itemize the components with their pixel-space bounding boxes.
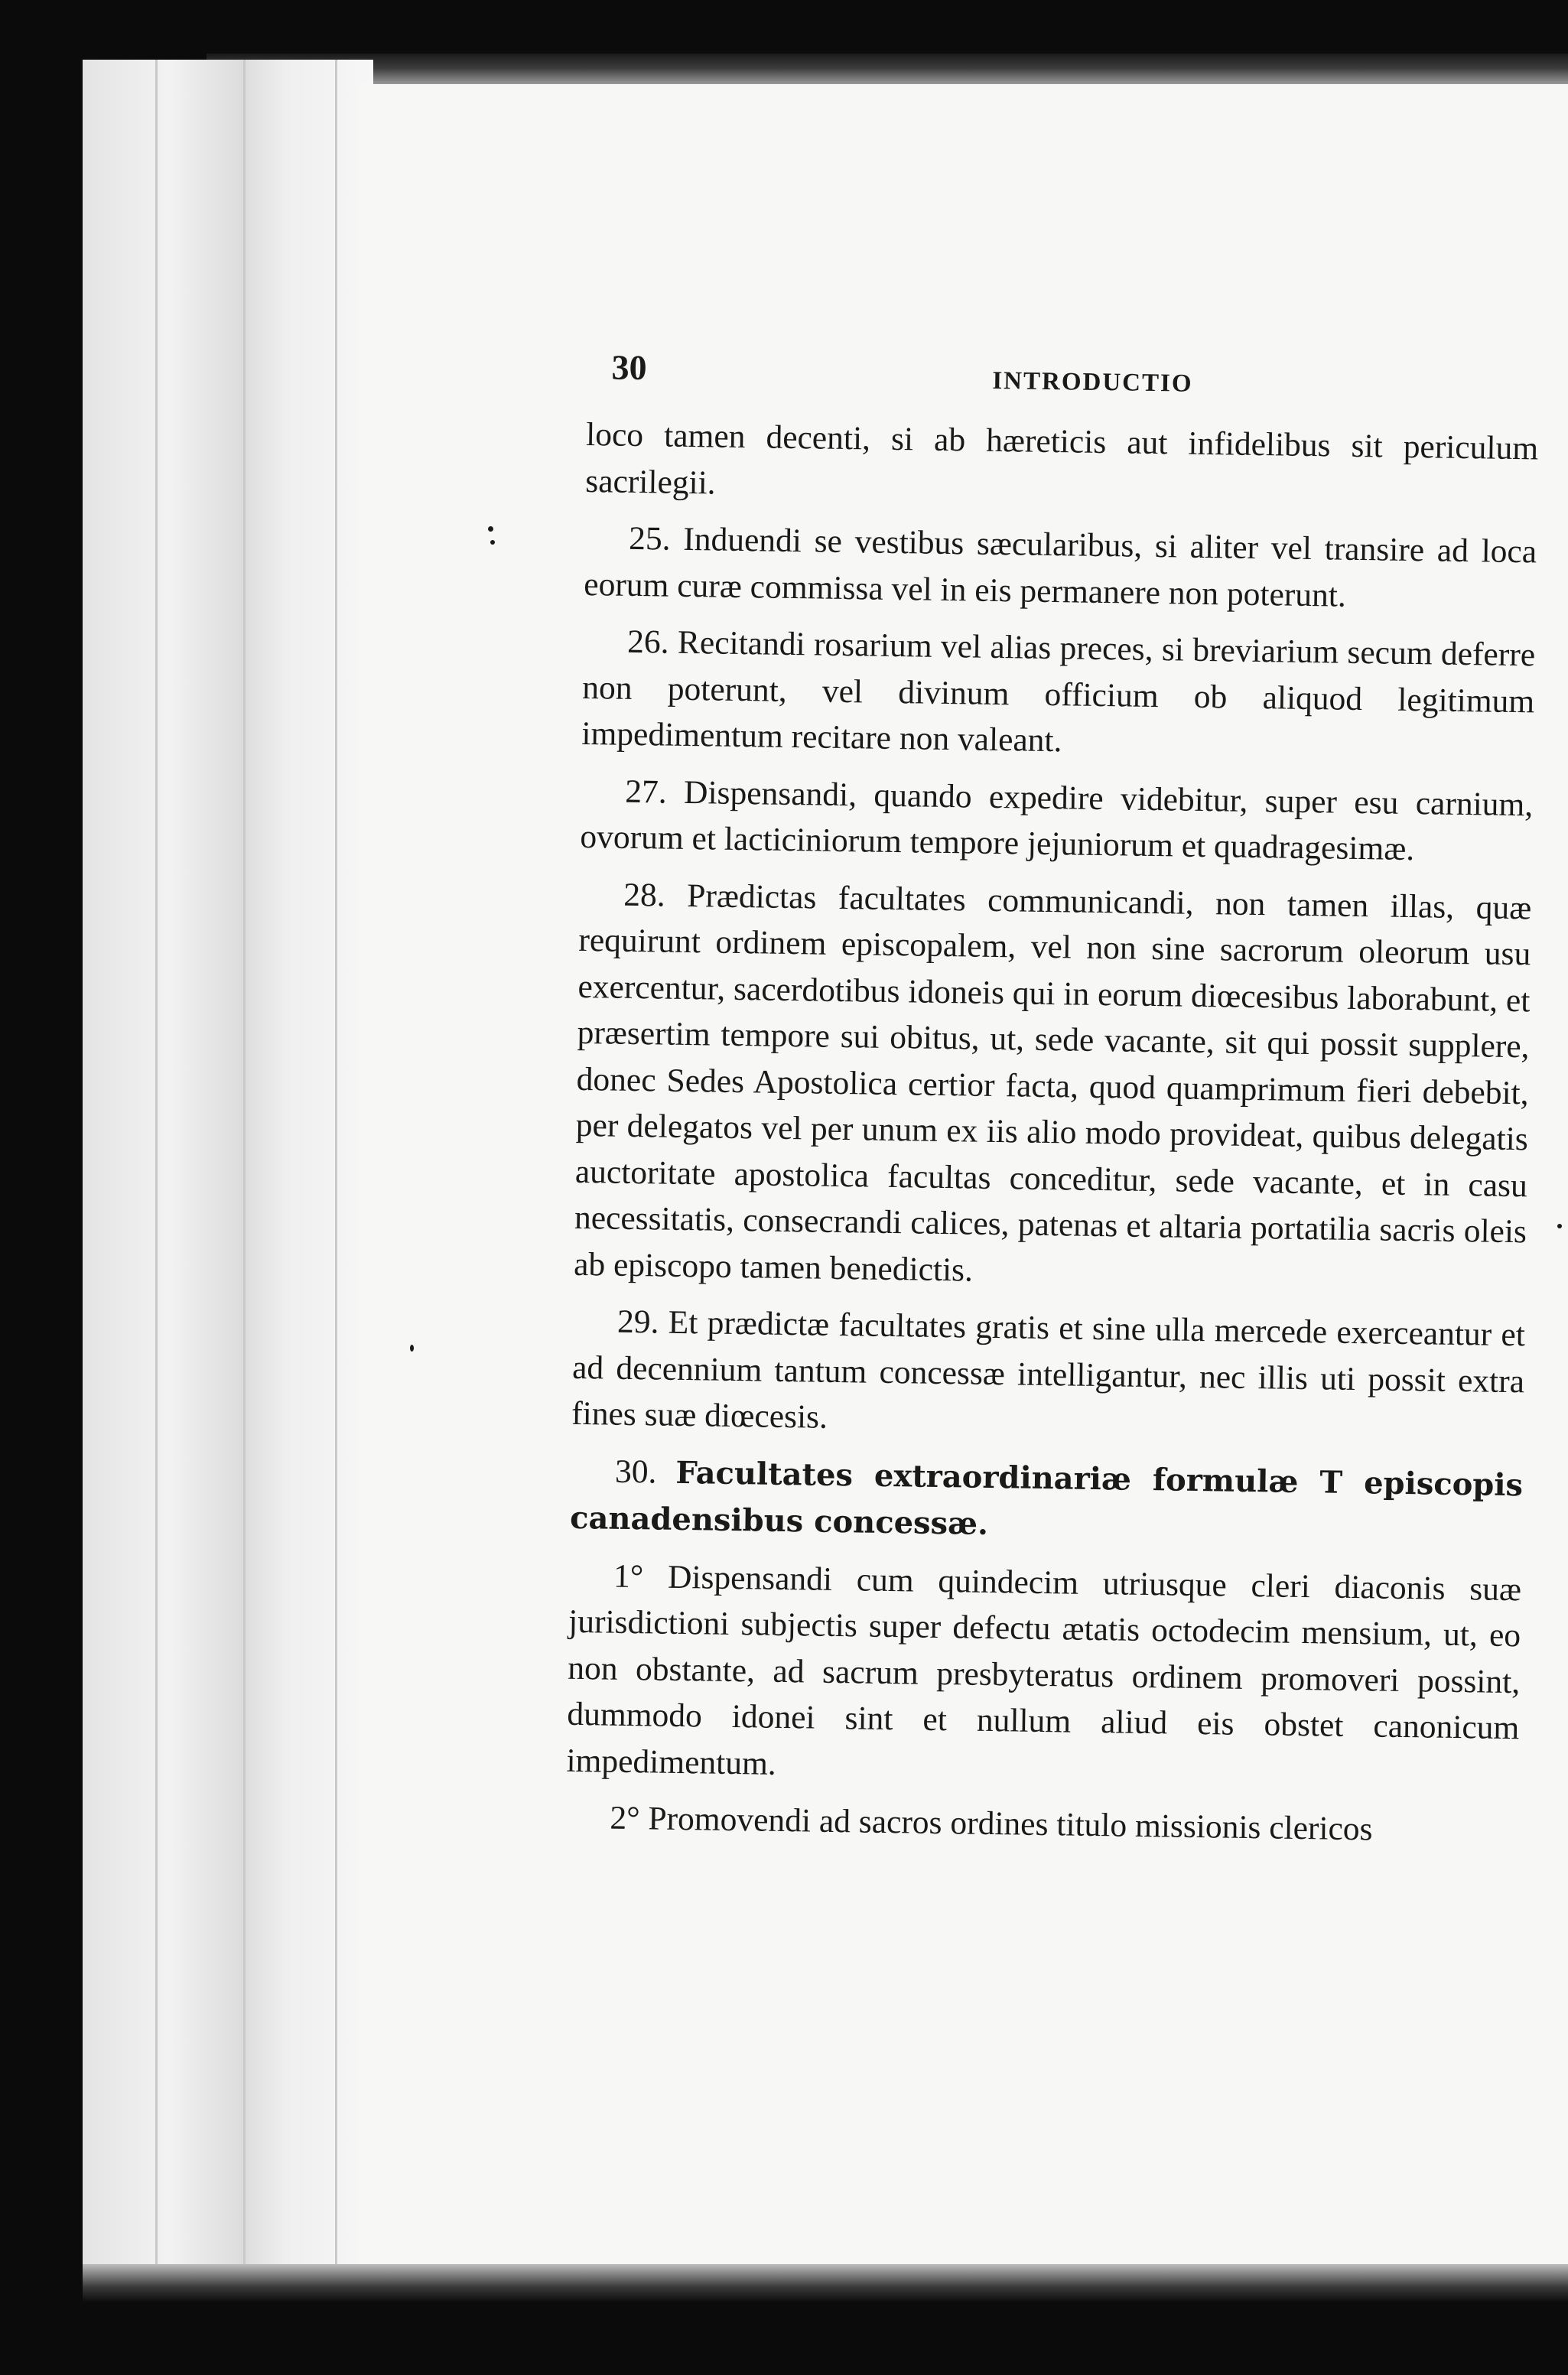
edge-line [335,60,337,2274]
paragraph: 28. Prædictas facultates communicandi, non tamen illas, quæ requirunt ordinem episcopalem, vel non sine sacrorum oleorum usu exercentur, sacerdotibus idoneis qui in eorum diœcesibus laborabunt, et præsertim tempore sui obitus, ut, sede vacante, sit qui possit supplere, donec Sedes Apostolica certior facta, quod quamprimum fieri debebit, per delegatos vel per unum ex iis alio modo provideat, quibus delegatis auctoritate apostolica facultas conceditur, sede vacante, et in casu necessitatis, consecrandi calices, patenas et altaria portatilia sacris oleis ab episcopo tamen benedictis. [573,876,1532,1289]
page-text [565,344,1540,1866]
paragraph: 29. Et prædictæ facultates gratis et sine ulla mercede exerceantur et ad decennium tantum concessæ intelligantur, nec illis uti possit extra fines suæ diœcesis. [571,1303,1526,1436]
list-item: 2° Promovendi ad sacros ordines titulo missionis clericos [610,1799,1373,1848]
paragraph: 25. Induendi se vestibus sæcularibus, si aliter vel transire ad loca eorum curæ commissa vel in eis permanere non poterunt. [583,519,1537,614]
section-title: Facultates extraordinariæ formulæ T episcopis canadensibus concessæ. [569,1454,1524,1542]
speck [410,1345,414,1352]
speck [1557,1224,1562,1228]
bottom-edge-shadow [83,2264,1568,2302]
section-number: 30. [614,1453,657,1491]
speck [488,526,493,532]
page-number: 30 [611,347,647,388]
paragraph: 26. Recitandi rosarium vel alias preces, si breviarium secum deferre non poterunt, vel divinum officium ob aliquod legitimum impedimentum recitare non valeant. [581,623,1536,760]
page-stack-edge [83,60,373,2274]
edge-line [155,60,158,2274]
edge-line [243,60,246,2274]
section-heading [570,1447,1524,1555]
running-title: INTRODUCTIO [992,366,1193,398]
paragraph: 27. Dispensandi, quando expedire videbitur, super esu carnium, ovorum et lacticiniorum tempore jejuniorum et quadragesimæ. [580,773,1534,868]
list-item: 1° Dispensandi cum quindecim utriusque cleri diaconis suæ jurisdictioni subjectis super defectu ætatis octodecim mensium, ut, eo non obstante, ad sacrum presbyteratus ordinem promoveri possint, dummodo idonei sint et nullum aliud eis obstet canonicum impedimentum. [566,1557,1522,1782]
paragraph: loco tamen decenti, si ab hæreticis aut infidelibus sit periculum sacrilegii. [584,415,1539,502]
speck [490,540,495,545]
